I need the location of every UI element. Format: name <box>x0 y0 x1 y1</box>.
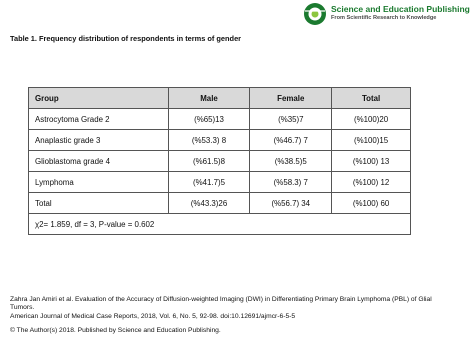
header-total: Total <box>332 88 411 109</box>
chi-square-statistic: χ2= 1.859, df = 3, P-value = 0.602 <box>29 214 411 235</box>
table-header-row <box>29 88 411 109</box>
cell-total: (%100)20 <box>332 109 411 130</box>
header-female: Female <box>250 88 332 109</box>
table-row <box>29 193 411 214</box>
table-caption: Table 1. Frequency distribution of respondents in terms of gender <box>10 34 242 43</box>
citation-text: Zahra Jan Amiri et al. Evaluation of the Accuracy of Diffusion-weighted Imaging (DWI) in Differentiating Primary Brain Lymphoma (PBL) of Glial Tumors. <box>10 296 432 312</box>
cell-total: (%100) 60 <box>332 193 411 214</box>
cell-female: (%58.3) 7 <box>250 172 332 193</box>
publisher-name: Science and Education Publishing <box>331 4 470 14</box>
cell-male: (%65)13 <box>168 109 250 130</box>
cell-group: Anaplastic grade 3 <box>29 130 169 151</box>
cell-total: (%100)15 <box>332 130 411 151</box>
copyright-notice: © The Author(s) 2018. Published by Science and Education Publishing. <box>10 327 221 334</box>
cell-total: (%100) 12 <box>332 172 411 193</box>
cell-group: Total <box>29 193 169 214</box>
cell-group: Lymphoma <box>29 172 169 193</box>
publisher-logo <box>303 2 470 26</box>
table-row <box>29 151 411 172</box>
cell-female: (%38.5)5 <box>250 151 332 172</box>
cell-female: (%56.7) 34 <box>250 193 332 214</box>
cell-male: (%53.3) 8 <box>168 130 250 151</box>
publisher-tagline: From Scientific Research to Knowledge <box>331 15 437 21</box>
header-group: Group <box>29 88 169 109</box>
cell-male: (%41.7)5 <box>168 172 250 193</box>
table-row <box>29 172 411 193</box>
cell-group: Astrocytoma Grade 2 <box>29 109 169 130</box>
cell-female: (%35)7 <box>250 109 332 130</box>
cell-female: (%46.7) 7 <box>250 130 332 151</box>
frequency-table <box>28 87 411 235</box>
cell-male: (%43.3)26 <box>168 193 250 214</box>
table-row <box>29 109 411 130</box>
header-male: Male <box>168 88 250 109</box>
citation-block <box>10 296 446 321</box>
table-row <box>29 130 411 151</box>
publisher-logo-icon <box>303 2 327 26</box>
cell-male: (%61.5)8 <box>168 151 250 172</box>
cell-group: Glioblastoma grade 4 <box>29 151 169 172</box>
journal-reference: American Journal of Medical Case Reports, 2018, Vol. 6, No. 5, 92-98. doi:10.12691/ajmcr-6-5-5 <box>10 312 296 320</box>
statistic-row <box>29 214 411 235</box>
cell-total: (%100) 13 <box>332 151 411 172</box>
